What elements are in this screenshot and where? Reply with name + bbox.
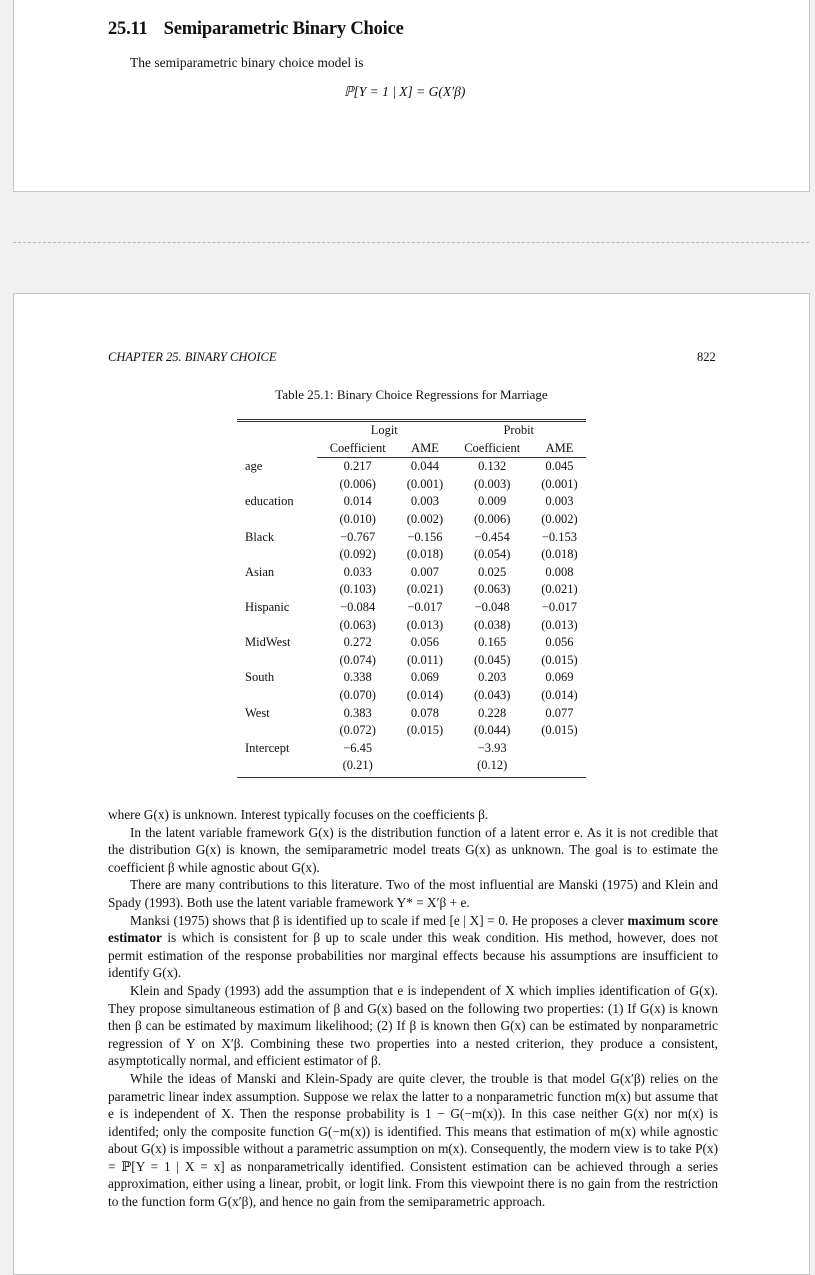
table-cell-estimate: 0.217: [343, 459, 372, 474]
page-separator: [13, 242, 809, 243]
table-cell-stderr: (0.12): [477, 758, 508, 773]
subheader-probit-coef: Coefficient: [451, 440, 532, 458]
table-cell-stderr: (0.038): [473, 617, 511, 632]
row-label: Asian: [245, 564, 275, 579]
table-cell-estimate: 0.045: [545, 459, 574, 474]
page-number: 822: [697, 350, 716, 364]
table-cell-estimate: 0.025: [478, 564, 507, 579]
subheader-logit-coef: Coefficient: [317, 440, 398, 458]
table-cell-stderr: (0.103): [339, 582, 376, 597]
table-row-estimate: [237, 458, 586, 476]
section-number: 25.11: [108, 19, 148, 39]
table-row-stderr: [237, 476, 586, 494]
row-label: Intercept: [245, 740, 290, 755]
table-row-stderr: [237, 757, 586, 775]
table-cell-estimate: [398, 740, 451, 758]
paragraph: [108, 912, 718, 982]
table-cell-estimate: 0.003: [545, 494, 574, 509]
table-cell-stderr: (0.018): [541, 547, 578, 562]
table-row-estimate: [237, 529, 586, 547]
table-cell-estimate: 0.077: [545, 705, 574, 720]
row-label: [237, 617, 317, 635]
row-label: [237, 546, 317, 564]
table-cell-stderr: (0.013): [541, 617, 578, 632]
table-row-stderr: [237, 546, 586, 564]
table-cell-stderr: (0.006): [473, 511, 511, 526]
group-probit: Probit: [503, 423, 535, 437]
table-cell-estimate: 0.069: [545, 670, 574, 685]
paragraph-segment: is which is consistent for β up to scale under this weak condition. His method, however, does not permit estimation of the response probabilities nor marginal effects because his assumptions are insufficient to identify G(x).: [108, 930, 718, 981]
table-row-estimate: [237, 599, 586, 617]
row-label: [237, 652, 317, 670]
table-cell-stderr: (0.002): [406, 511, 444, 526]
table-cell-stderr: (0.014): [541, 687, 578, 702]
table-cell-stderr: (0.063): [473, 582, 511, 597]
table-cell-stderr: (0.015): [541, 723, 578, 738]
table-cell-stderr: (0.001): [406, 476, 444, 491]
table-cell-stderr: (0.044): [473, 723, 511, 738]
paragraph-segment: Manksi (1975) shows that β is identified up to scale if med [e | X] = 0. He proposes a clever: [130, 912, 628, 928]
table-cell-estimate: 0.165: [478, 635, 507, 650]
table-cell-estimate: [533, 740, 586, 758]
bold-term: maximum score estimator: [108, 912, 718, 946]
table-cell-stderr: (0.006): [339, 476, 376, 491]
section-heading: [108, 19, 404, 40]
row-label: age: [245, 458, 263, 473]
table-cell-stderr: (0.072): [339, 723, 376, 738]
row-label: MidWest: [245, 635, 291, 650]
table-cell-stderr: (0.015): [406, 723, 444, 738]
table-subheader: [237, 440, 586, 458]
table-cell-stderr: (0.002): [541, 511, 578, 526]
table-cell-estimate: −0.017: [407, 599, 443, 614]
table-cell-estimate: −6.45: [343, 740, 373, 755]
table-cell-estimate: 0.014: [343, 494, 372, 509]
table-cell-stderr: (0.003): [473, 476, 511, 491]
table-cell-estimate: 0.008: [545, 564, 574, 579]
table-cell-estimate: 0.272: [343, 635, 372, 650]
table-cell-estimate: 0.228: [478, 705, 507, 720]
paragraph: There are many contributions to this literature. Two of the most influential are Manski (1975) and Klein and Spady (1993). Both use the latent variable framework Y* = X′β + e.: [108, 877, 718, 910]
row-label: [237, 722, 317, 740]
table-cell-estimate: 0.007: [410, 564, 440, 579]
table-cell-estimate: −0.153: [541, 529, 578, 544]
table-cell-stderr: (0.074): [339, 652, 376, 667]
table-cell-estimate: 0.078: [410, 705, 440, 720]
table-cell-stderr: [533, 757, 586, 775]
row-label: [237, 757, 317, 775]
page-2: [13, 293, 810, 1275]
table-cell-estimate: 0.056: [410, 635, 440, 650]
row-label: Black: [245, 529, 275, 544]
table-cell-estimate: −0.048: [474, 599, 510, 614]
table-cell-stderr: (0.010): [339, 511, 376, 526]
table-cell-estimate: 0.009: [478, 494, 507, 509]
paragraph: While the ideas of Manski and Klein-Spady are quite clever, the trouble is that model G(x′β) relies on the parametric linear index assumption. Suppose we relax the latter to a nonparametric function m(x) but assume that e is independent of X. Then the response probability is 1 − G(−m(x)). In this case neither G(x) nor m(x) is identifed; only the composite function G(−m(x)) is identified. This means that estimation of m(x) while agnostic about G(x) is impossible without a parametric assumption on m(x). Consequently, the modern view is to take P(x) = ℙ[Y = 1 | X = x] as nonparametrically identified. Consistent estimation can be achieved through a series approximation, either using a linear, probit, or logit link. From this viewpoint there is no gain from the restriction to the function form G(x′β), and hence no gain from the semiparametric approach.: [108, 1070, 718, 1210]
row-label: Hispanic: [245, 599, 290, 614]
table-cell-stderr: (0.001): [541, 476, 578, 491]
table-cell-estimate: 0.383: [343, 705, 372, 720]
row-label: [237, 581, 317, 599]
table-cell-estimate: −0.454: [474, 529, 510, 544]
table-cell-estimate: −0.767: [340, 529, 376, 544]
table-row-stderr: [237, 617, 586, 635]
table-cell-stderr: (0.063): [339, 617, 376, 632]
table-cell-estimate: 0.033: [343, 564, 372, 579]
table-cell-estimate: −0.017: [541, 599, 578, 614]
table-row-estimate: [237, 564, 586, 582]
table-cell-stderr: (0.21): [342, 758, 373, 773]
section-title: Semiparametric Binary Choice: [163, 19, 404, 39]
row-label: South: [245, 670, 275, 685]
table-caption: Table 25.1: Binary Choice Regressions for Marriage: [275, 387, 548, 402]
table-cell-estimate: 0.203: [478, 670, 507, 685]
body-text: [108, 806, 718, 1211]
table-row-stderr: [237, 581, 586, 599]
table-cell-estimate: −0.156: [407, 529, 443, 544]
table-cell-estimate: −3.93: [477, 740, 507, 755]
table-group-header: [237, 422, 586, 440]
paragraph: In the latent variable framework G(x) is the distribution function of a latent error e. As it is not credible that the distribution G(x) is known, the semiparametric model treats G(x) as unknown. The goal is to estimate the coefficient β while agnostic about G(x).: [108, 824, 718, 875]
table-cell-estimate: 0.069: [410, 670, 440, 685]
table-cell-stderr: (0.014): [406, 687, 444, 702]
table-row-stderr: [237, 722, 586, 740]
running-head: CHAPTER 25. BINARY CHOICE: [108, 350, 277, 364]
row-label: education: [245, 494, 294, 509]
page-1: [13, 0, 810, 192]
row-label: West: [245, 705, 270, 720]
table-cell-stderr: (0.018): [406, 547, 444, 562]
table-row-stderr: [237, 687, 586, 705]
row-label: [237, 687, 317, 705]
table-cell-estimate: 0.056: [545, 635, 574, 650]
table-cell-stderr: (0.013): [406, 617, 444, 632]
intro-text: The semiparametric binary choice model is: [130, 55, 364, 70]
table-cell-stderr: (0.021): [406, 582, 444, 597]
display-equation: ℙ[Y = 1 | X] = G(X′β): [344, 84, 466, 99]
table-cell-stderr: (0.092): [339, 547, 376, 562]
table-row-estimate: [237, 740, 586, 758]
table-cell-stderr: (0.045): [473, 652, 511, 667]
table-cell-estimate: −0.084: [340, 599, 376, 614]
subheader-logit-ame: AME: [398, 440, 451, 458]
subheader-probit-ame: AME: [533, 440, 586, 458]
table-row-estimate: [237, 669, 586, 687]
table-cell-estimate: 0.003: [410, 494, 440, 509]
row-label: [237, 511, 317, 529]
table-row-stderr: [237, 511, 586, 529]
row-label: [237, 476, 317, 494]
group-logit: Logit: [370, 423, 398, 437]
table-cell-estimate: 0.044: [410, 459, 440, 474]
regression-table: [237, 419, 586, 778]
table-cell-stderr: [398, 757, 451, 775]
table-row-estimate: [237, 493, 586, 511]
table-cell-stderr: (0.021): [541, 582, 578, 597]
table-cell-stderr: (0.015): [541, 652, 578, 667]
table-cell-stderr: (0.043): [473, 687, 511, 702]
table-cell-stderr: (0.070): [339, 687, 376, 702]
table-cell-stderr: (0.054): [473, 547, 511, 562]
table-cell-estimate: 0.132: [478, 459, 507, 474]
table-row-stderr: [237, 652, 586, 670]
paragraph: where G(x) is unknown. Interest typically focuses on the coefficients β.: [108, 807, 489, 822]
table-cell-stderr: (0.011): [406, 652, 443, 667]
table-cell-estimate: 0.338: [343, 670, 372, 685]
paragraph: Klein and Spady (1993) add the assumption that e is independent of X which implies identification of G(x). They propose simultaneous estimation of β and G(x) based on the following two properties: (1) If G(x) is known then β can be estimated by maximum likelihood; (2) If β is known then G(x) can be estimated by nonparametric regression of Y on X′β. Combining these two properties into a nested criterion, they produce a consistent, asymptotically normal, and efficient estimator of β.: [108, 982, 718, 1069]
table-row-estimate: [237, 705, 586, 723]
table-row-estimate: [237, 634, 586, 652]
